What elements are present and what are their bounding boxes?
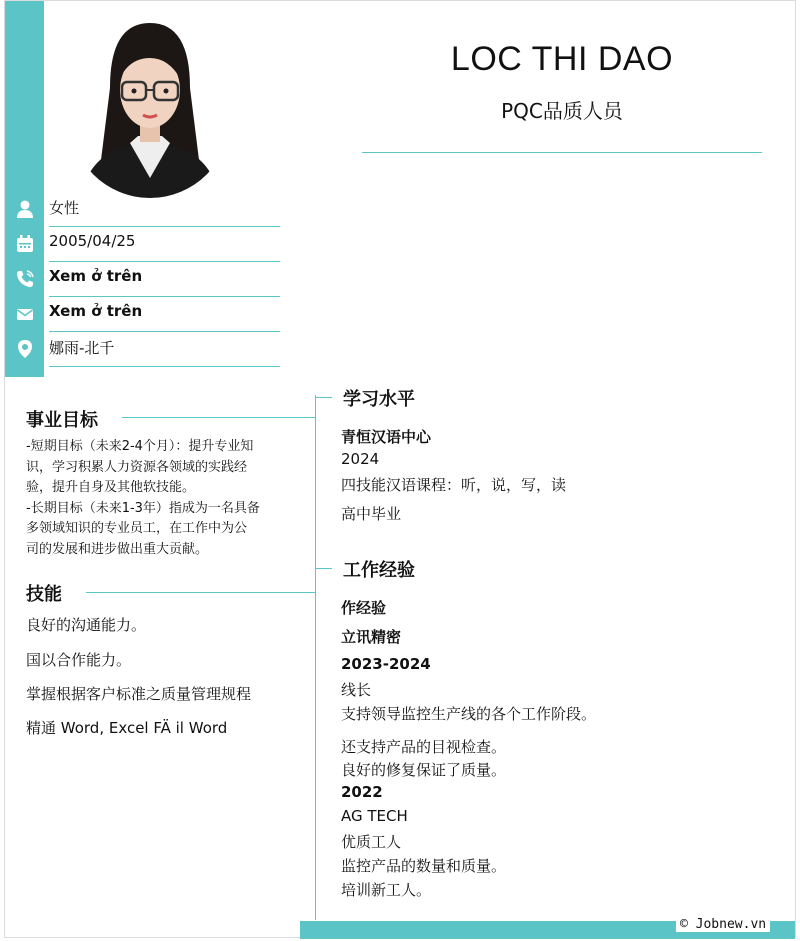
- birthdate-text: 2005/04/25: [49, 232, 136, 250]
- contact-divider: [49, 366, 280, 367]
- mail-icon: [15, 304, 35, 324]
- location-icon: [15, 339, 35, 359]
- job-duty: 良好的修复保证了质量。: [341, 761, 507, 779]
- objective-line: 司的发展和进步做出重大贡献。: [26, 541, 209, 557]
- job-duty: 监控产品的数量和质量。: [341, 857, 507, 875]
- job-duty: 支持领导监控生产线的各个工作阶段。: [341, 705, 597, 723]
- job-title: PQC品质人员: [501, 99, 623, 123]
- job-duty: 还支持产品的目视检查。: [341, 738, 507, 756]
- email-text: Xem ở trên: [49, 302, 143, 320]
- skill-item: 良好的沟通能力。: [26, 616, 147, 634]
- contact-divider: [49, 331, 280, 332]
- timeline-line: [315, 395, 316, 920]
- contact-address: [5, 333, 280, 367]
- work-subheading: 作经验: [341, 599, 387, 617]
- copyright-text: © Jobnew.vn: [676, 917, 770, 932]
- skill-item: 掌握根据客户标准之质量管理规程: [26, 685, 252, 703]
- course-name: 四技能汉语课程：听，说，写，读: [341, 476, 567, 494]
- contact-divider: [49, 261, 280, 262]
- contact-phone: [5, 263, 280, 297]
- company-name: AG TECH: [341, 807, 408, 825]
- objective-line: 多领域知识的专业员工，在工作中为公: [26, 521, 248, 536]
- skill-item: 国以合作能力。: [26, 651, 132, 669]
- contact-divider: [49, 226, 280, 227]
- objective-line: 验，提升自身及其他软技能。: [26, 480, 196, 495]
- career-connector: [122, 417, 315, 418]
- degree-text: 高中毕业: [341, 505, 402, 523]
- contact-email: [5, 298, 280, 332]
- work-heading: 工作经验: [343, 560, 415, 581]
- career-objective: [26, 437, 296, 560]
- objective-line: 识，学习积累人力资源各领域的实践经: [26, 459, 248, 475]
- calendar-icon: [15, 234, 35, 254]
- contact-gender: [5, 193, 280, 227]
- career-heading: 事业目标: [26, 410, 98, 431]
- phone-icon: [15, 269, 35, 289]
- address-text: 娜雨-北千: [49, 339, 115, 357]
- user-icon: [15, 199, 35, 219]
- education-year: 2024: [341, 450, 380, 468]
- phone-text: Xem ở trên: [49, 267, 143, 285]
- gender-text: 女性: [49, 199, 80, 217]
- objective-line: -短期目标（未来2-4个月）：提升专业知: [26, 439, 254, 454]
- job-role: 优质工人: [341, 833, 402, 851]
- education-heading: 学习水平: [343, 389, 415, 410]
- candidate-name: LOC THI DAO: [450, 40, 674, 78]
- job-role: 线长: [341, 681, 372, 699]
- contact-divider: [49, 296, 280, 297]
- title-divider: [362, 152, 762, 153]
- job-period: 2022: [341, 783, 383, 801]
- profile-photo: [70, 18, 230, 198]
- skills-connector: [86, 592, 315, 593]
- company-name: 立讯精密: [341, 628, 402, 646]
- skills-heading: 技能: [26, 584, 62, 605]
- education-connector: [315, 397, 332, 398]
- skill-item: 精通 Word, Excel FÄ il Word: [26, 719, 228, 737]
- job-period: 2023-2024: [341, 655, 431, 673]
- work-connector: [315, 568, 332, 569]
- objective-line: -长期目标（未来1-3年）指成为一名具备: [26, 500, 260, 516]
- school-name: 青恒汉语中心: [341, 428, 432, 446]
- contact-birthdate: [5, 228, 280, 262]
- job-duty: 培训新工人。: [341, 881, 432, 899]
